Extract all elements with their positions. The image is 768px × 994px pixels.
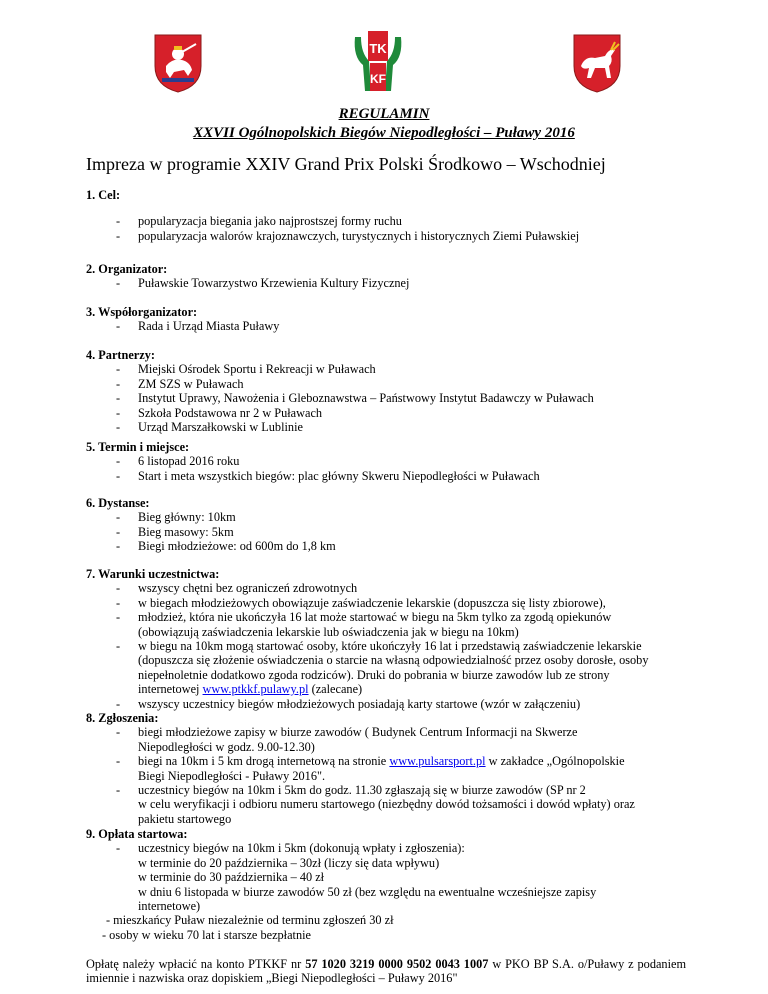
list-item-continuation: (dopuszcza się złożenie oświadczenia o starcie na własną odpowiedzialność przez osoby dorosłe, osoby (138, 653, 649, 668)
section-heading: 4. Partnerzy: (86, 348, 155, 362)
section-partners (86, 348, 686, 434)
list-item: - Miejski Ośrodek Sportu i Rekreacji w Puławach (116, 362, 376, 377)
list-item: - Start i meta wszystkich biegów: plac główny Skweru Niepodległości w Puławach (116, 468, 540, 483)
section-registration (86, 711, 686, 826)
fee-line: internetowe) (138, 899, 201, 914)
pulsarsport-link[interactable]: www.pulsarsport.pl (389, 754, 486, 769)
section-heading: 7. Warunki uczestnictwa: (86, 567, 220, 581)
section-heading: 1. Cel: (86, 188, 121, 202)
list-item-continuation: w celu weryfikacji i odbioru numeru startowego (niezbędny dowód tożsamości i dowód wpłaty) oraz (138, 797, 635, 812)
section-goal (86, 188, 686, 243)
list-item: - młodzież, która nie ukończyła 16 lat może startować w biegu na 5km tylko za zgodą opiekunów (116, 610, 612, 625)
list-item: - uczestnicy biegów na 10km i 5km do godz. 11.30 zgłaszają się w biurze zawodów (SP nr 2 (116, 783, 586, 798)
section-heading: 6. Dystanse: (86, 496, 150, 510)
list-item: - Szkoła Podstawowa nr 2 w Puławach (116, 405, 323, 420)
list-item: - popularyzacja biegania jako najprostszej formy ruchu (116, 214, 402, 229)
list-item: - wszyscy uczestnicy biegów młodzieżowych posiadają karty startowe (wzór w załączeniu) (116, 696, 581, 711)
list-item-continuation: niepełnoletnie dodatkowo zgoda rodziców). Druki do pobrania w biurze zawodów lub ze strony (138, 667, 610, 682)
fee-line: w dniu 6 listopada w biurze zawodów 50 zł (bez względu na ewentualne wcześniejsze zapisy (138, 884, 597, 899)
list-item: - Puławskie Towarzystwo Krzewienia Kultury Fizycznej (116, 276, 410, 291)
section-heading: 5. Termin i miejsce: (86, 440, 190, 454)
list-item: - Bieg główny: 10km (116, 510, 236, 525)
fee-line: w terminie do 20 października – 30zł (liczy się data wpływu) (138, 855, 440, 870)
section-conditions (86, 567, 686, 711)
list-item-continuation: Biegi Niepodległości - Puławy 2016". (138, 768, 326, 783)
section-fee (86, 827, 686, 942)
section-heading: 9. Opłata startowa: (86, 827, 188, 841)
section-heading: 3. Współorganizator: (86, 305, 198, 319)
ptkkf-website-link[interactable]: www.ptkkf.pulawy.pl (202, 682, 309, 697)
list-item: - Rada i Urząd Miasta Puławy (116, 319, 280, 334)
fee-line: w terminie do 30 października – 40 zł (138, 870, 325, 885)
list-item: - Biegi młodzieżowe: od 600m do 1,8 km (116, 539, 336, 554)
list-item: - biegi młodzieżowe zapisy w biurze zawodów ( Budynek Centrum Informacji na Skwerze (116, 725, 578, 740)
list-item: - biegi na 10km i 5 km drogą internetową na stronie www.pulsarsport.pl w zakładce „Ogólnopolskie (116, 754, 625, 769)
list-item-continuation: internetowej www.ptkkf.pulawy.pl (zalecane) (138, 682, 363, 697)
section-heading: 2. Organizator: (86, 262, 168, 276)
lubelskie-coat-of-arms-icon (571, 32, 623, 94)
list-item: - mieszkańcy Puław niezależnie od terminu zgłoszeń 30 zł (106, 913, 394, 928)
list-item: - Urząd Marszałkowski w Lublinie (116, 420, 303, 435)
pulawy-coat-of-arms-icon (152, 32, 204, 94)
list-item-continuation: pakietu startowego (138, 811, 232, 826)
bank-account-number: 57 1020 3219 0000 9502 0043 1007 (305, 957, 489, 971)
list-item: - w biegu na 10km mogą startować osoby, które ukończyły 16 lat i przedstawią zaświadczenie lekarskie (116, 639, 642, 654)
list-item: - Instytut Uprawy, Nawożenia i Gleboznawstwa – Państwowy Instytut Badawczy w Puławach (116, 391, 594, 406)
list-item: - popularyzacja walorów krajoznawczych, turystycznych i historycznych Ziemi Puławskiej (116, 228, 580, 243)
tkkf-logo-icon (349, 27, 407, 95)
list-item: - ZM SZS w Puławach (116, 376, 244, 391)
section-organizer (86, 262, 686, 291)
section-date-place (86, 440, 686, 483)
tkkf-bottom-text: KF (370, 72, 386, 86)
section-heading: 8. Zgłoszenia: (86, 711, 159, 725)
list-item: - Bieg masowy: 5km (116, 524, 234, 539)
list-item: - wszyscy chętni bez ograniczeń zdrowotnych (116, 581, 358, 596)
regulation-title: REGULAMIN (338, 106, 430, 122)
section-distances (86, 496, 686, 554)
section-coorganizer (86, 305, 686, 334)
list-item-continuation: (obowiązują zaświadczenia lekarskie lub oświadczenia jak w biegu na 10km) (138, 624, 519, 639)
event-title: XXVII Ogólnopolskich Biegów Niepodległości – Puławy 2016 (193, 125, 575, 141)
list-item-continuation: Niepodległości w godz. 9.00-12.30) (138, 739, 315, 754)
subtitle: Impreza w programie XXIV Grand Prix Polski Środkowo – Wschodniej (86, 154, 606, 174)
list-item: - uczestnicy biegów na 10km i 5km (dokonują wpłaty i zgłoszenia): (116, 841, 465, 856)
list-item: - w biegach młodzieżowych obowiązuje zaświadczenie lekarskie (dopuszcza się listy zbiorowe), (116, 595, 606, 610)
payment-paragraph: Opłatę należy wpłacić na konto PTKKF nr 57 1020 3219 0000 9502 0043 1007 w PKO BP S.A. o/Puławy z podaniem imiennie i nazwiska oraz dopiskiem „Biegi Niepodległości – Puławy 2016" (86, 957, 687, 986)
tkkf-top-text: TK (369, 41, 387, 56)
list-item: - 6 listopad 2016 roku (116, 454, 240, 469)
list-item: - osoby w wieku 70 lat i starsze bezpłatnie (102, 927, 311, 942)
